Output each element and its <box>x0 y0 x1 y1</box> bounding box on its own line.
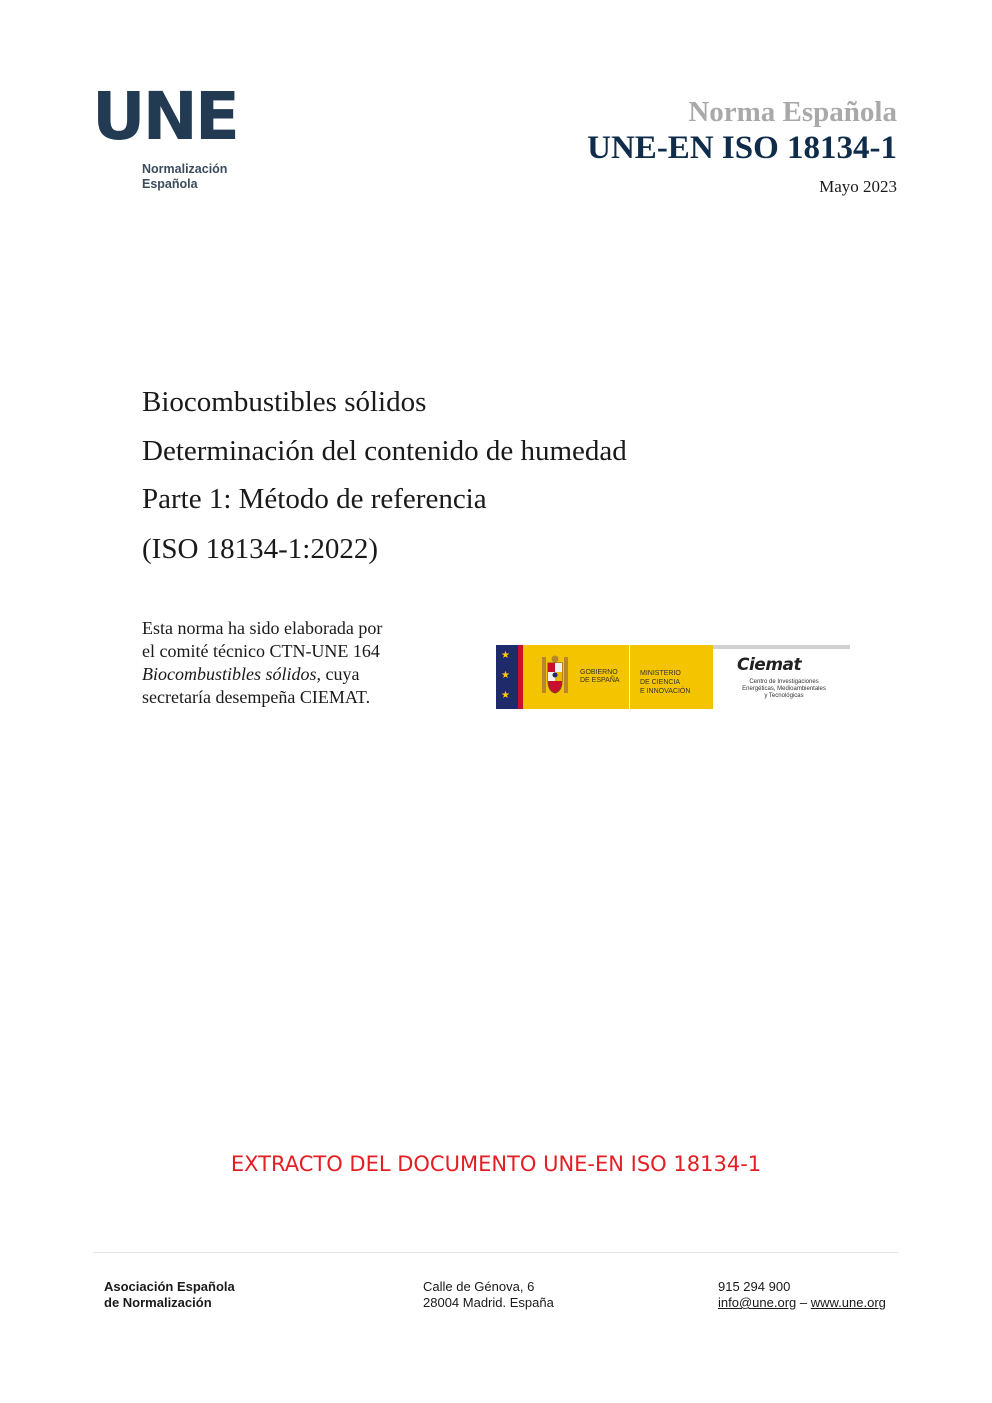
ministerio-line-3: E INNOVACIÓN <box>640 688 691 695</box>
committee-text <box>142 617 472 709</box>
ciemat-sub-line-2: Energéticas, Medioambientales <box>742 686 826 692</box>
footer-organization <box>104 1279 235 1311</box>
committee-after-italic: , cuya <box>316 664 360 684</box>
star-icon: ★ <box>501 690 510 701</box>
title-line-2: Determinación del contenido de humedad <box>142 435 627 467</box>
title-line-3: Parte 1: Método de referencia <box>142 483 487 515</box>
ministerio-text <box>640 669 690 696</box>
norma-code: UNE-EN ISO 18134-1 <box>587 130 897 166</box>
footer-links <box>718 1295 886 1311</box>
gobierno-line-2: DE ESPAÑA <box>580 677 620 684</box>
une-logo <box>92 78 242 198</box>
extract-banner: EXTRACTO DEL DOCUMENTO UNE-EN ISO 18134-1 <box>230 1152 762 1176</box>
ministerio-line-2: DE CIENCIA <box>640 679 681 686</box>
footer-address <box>423 1279 554 1311</box>
footer-separator: – <box>799 1295 808 1310</box>
ministerio-line-1: MINISTERIO <box>640 670 681 677</box>
title-line-4: (ISO 18134-1:2022) <box>142 533 379 565</box>
email-link[interactable]: info@une.org <box>718 1295 797 1310</box>
footer-org-line-2: de Normalización <box>104 1295 212 1310</box>
une-logo-subtitle-line2: Española <box>142 177 198 191</box>
norma-label: Norma Española <box>688 96 897 128</box>
footer-addr-line-2: 28004 Madrid. España <box>423 1295 554 1310</box>
committee-name-italic: Biocombustibles sólidos <box>142 664 317 684</box>
coat-of-arms-icon <box>537 653 573 699</box>
footer-divider <box>93 1252 898 1253</box>
une-logo-subtitle <box>142 162 227 192</box>
logo-divider <box>629 645 630 709</box>
footer-org-line-1: Asociación Española <box>104 1279 235 1294</box>
gobierno-logo <box>523 645 713 709</box>
footer-addr-line-1: Calle de Génova, 6 <box>423 1279 535 1294</box>
committee-line-4: secretaría desempeña CIEMAT. <box>142 687 371 707</box>
committee-line-2: el comité técnico CTN-UNE 164 <box>142 641 380 661</box>
une-logo-wordmark: UNE <box>92 78 237 155</box>
ciemat-name: Ciemat <box>737 655 802 675</box>
website-link[interactable]: www.une.org <box>810 1295 886 1310</box>
star-icon: ★ <box>501 650 510 661</box>
star-icon: ★ <box>501 670 510 681</box>
ciemat-sub-line-1: Centro de Investigaciones <box>749 679 819 685</box>
title-line-1: Biocombustibles sólidos <box>142 386 427 418</box>
gobierno-text <box>580 669 620 685</box>
norma-date: Mayo 2023 <box>819 177 897 196</box>
committee-line-1: Esta norma ha sido elaborada por <box>142 618 383 638</box>
footer-contact <box>718 1279 886 1311</box>
ciemat-logo <box>713 645 850 709</box>
ciemat-subtitle <box>729 679 839 700</box>
committee-line-3 <box>142 663 472 686</box>
eu-flag-band <box>496 645 518 709</box>
institutional-logos <box>496 645 850 709</box>
une-logo-subtitle-line1: Normalización <box>142 162 228 176</box>
gobierno-line-1: GOBIERNO <box>580 669 618 676</box>
ciemat-sub-line-3: y Tecnológicas <box>764 693 804 699</box>
footer-phone: 915 294 900 <box>718 1279 791 1294</box>
